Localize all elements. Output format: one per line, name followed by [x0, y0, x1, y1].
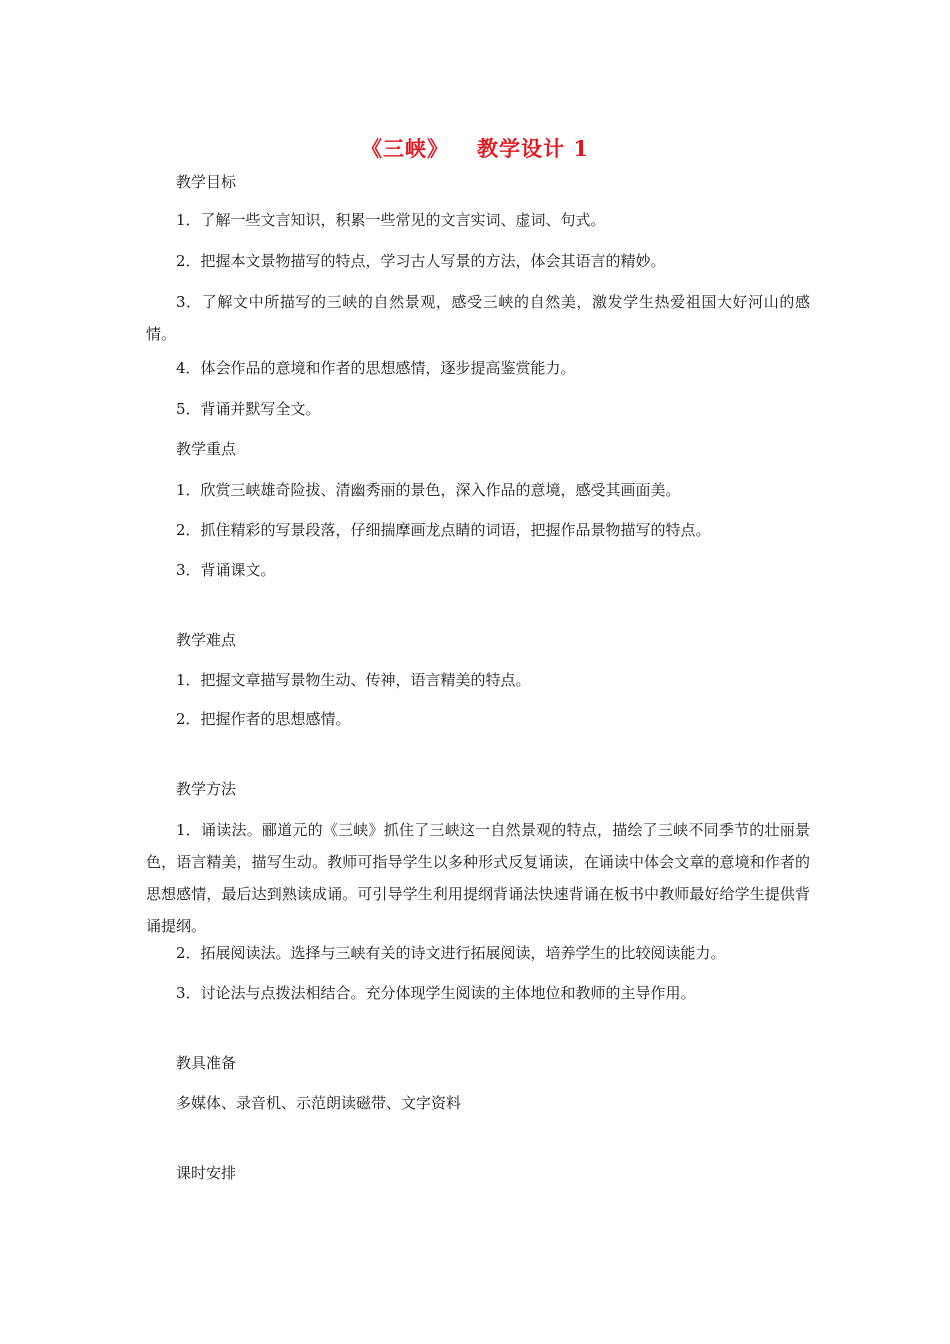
- materials-text: 多媒体、录音机、示范朗读磁带、文字资料: [176, 1094, 462, 1112]
- section-heading-materials: 教具准备: [176, 1054, 237, 1072]
- goal-item: 4．体会作品的意境和作者的思想感情，逐步提高鉴赏能力。: [176, 359, 576, 377]
- section-heading-schedule: 课时安排: [176, 1164, 237, 1182]
- key-point-item: 1．欣赏三峡雄奇险拔、清幽秀丽的景色，深入作品的意境，感受其画面美。: [176, 481, 681, 499]
- method-item: 3．讨论法与点拨法相结合。充分体现学生阅读的主体地位和教师的主导作用。: [176, 984, 696, 1002]
- title-book-name: 《三峡》: [361, 136, 450, 161]
- document-title: [0, 134, 950, 164]
- difficulty-item: 1．把握文章描写景物生动、传神，语言精美的特点。: [176, 671, 531, 689]
- key-point-item: 3．背诵课文。: [176, 561, 276, 579]
- section-heading-methods: 教学方法: [176, 780, 237, 798]
- goal-item: 5．背诵并默写全文。: [176, 400, 321, 418]
- goal-item: 2．把握本文景物描写的特点，学习古人写景的方法，体会其语言的精妙。: [176, 252, 666, 270]
- section-heading-goals: 教学目标: [176, 173, 237, 191]
- key-point-item: 2．抓住精彩的写景段落，仔细揣摩画龙点睛的词语，把握作品景物描写的特点。: [176, 521, 711, 539]
- goal-item: 1．了解一些文言知识，积累一些常见的文言实词、虚词、句式。: [176, 211, 606, 229]
- title-subtitle: 教学设计 1: [477, 136, 589, 161]
- method-item: 1．诵读法。郦道元的《三峡》抓住了三峡这一自然景观的特点，描绘了三峡不同季节的壮丽景色，语言精美，描写生动。教师可指导学生以多种形式反复诵读，在诵读中体会文章的意境和作者的思想感情，最后达到熟读成诵。可引导学生利用提纲背诵法快速背诵在板书中教师最好给学生提供背诵提纲。: [146, 821, 810, 935]
- method-item: 2．拓展阅读法。选择与三峡有关的诗文进行拓展阅读，培养学生的比较阅读能力。: [176, 944, 726, 962]
- section-heading-difficulties: 教学难点: [176, 631, 237, 649]
- difficulty-item: 2．把握作者的思想感情。: [176, 710, 351, 728]
- goal-item: 3．了解文中所描写的三峡的自然景观，感受三峡的自然美，激发学生热爱祖国大好河山的感情。: [146, 293, 810, 343]
- section-heading-key-points: 教学重点: [176, 440, 237, 458]
